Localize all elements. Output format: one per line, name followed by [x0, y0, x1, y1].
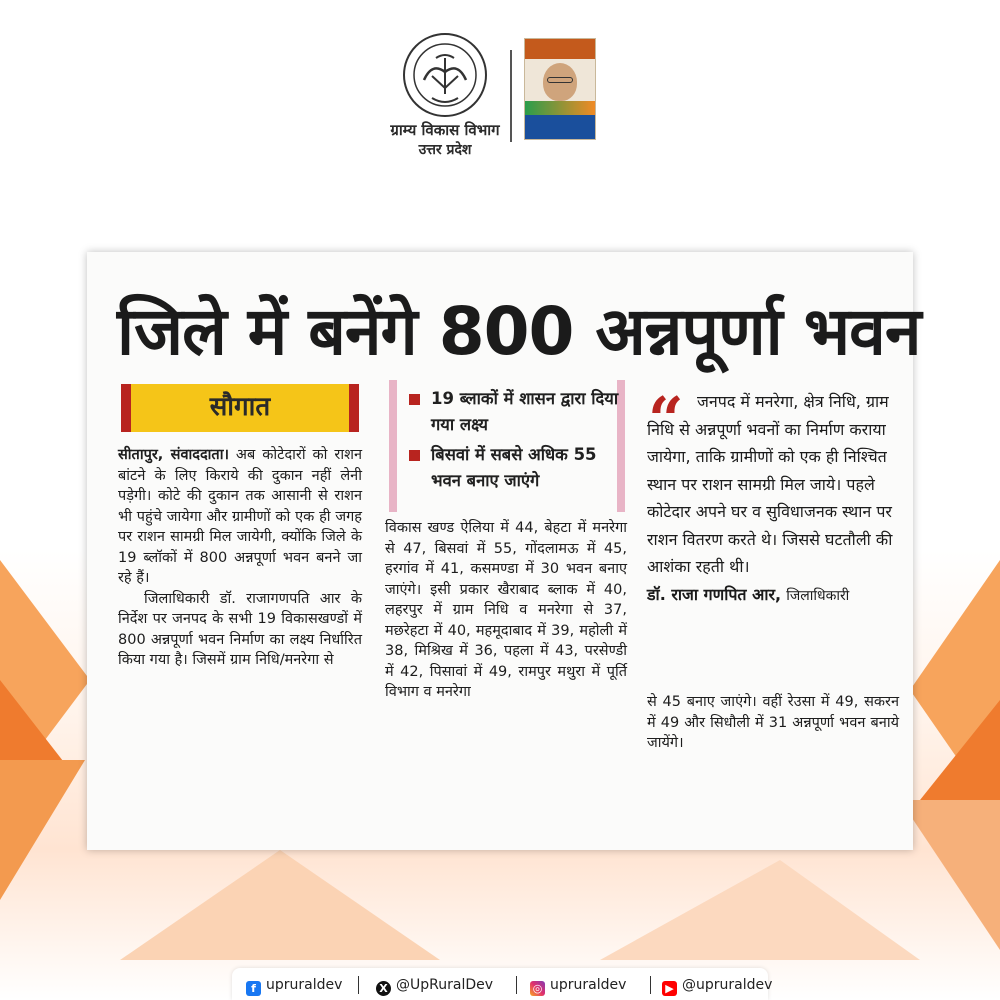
highlights-box — [389, 380, 625, 512]
quote-author-role: जिलाधिकारी — [786, 587, 850, 604]
decor-triangle — [0, 760, 85, 900]
social-divider — [650, 976, 651, 994]
social-divider — [358, 976, 359, 994]
social-x[interactable] — [376, 975, 493, 995]
up-government-emblem-icon — [402, 32, 488, 118]
paragraph: जिलाधिकारी डॉ. राजागणपति आर के निर्देश पर जनपद के सभी 19 विकासखण्डों में 800 अन्नपूर्णा भवन निर्माण का लक्ष्य निर्धारित किया गया है। जिसमें ग्राम निधि/मनरेगा से — [118, 590, 362, 668]
bullet-square-icon — [409, 394, 420, 405]
mgnrega-logo-stripe — [525, 101, 595, 115]
social-bar — [232, 968, 773, 1000]
social-divider — [516, 976, 517, 994]
newspaper-clipping — [87, 252, 921, 850]
social-label: @upruraldev — [682, 977, 773, 993]
decor-triangle — [600, 860, 920, 960]
pull-quote — [647, 383, 903, 610]
headline: जिले में बनेंगे 800 अन्नपूर्णा भवन — [117, 293, 921, 370]
social-youtube[interactable] — [662, 975, 772, 995]
instagram-icon: ◎ — [530, 981, 545, 996]
social-instagram[interactable] — [530, 975, 626, 995]
facebook-icon: f — [246, 981, 261, 996]
bullet-square-icon — [409, 450, 420, 461]
state-name: उत्तर प्रदेश — [418, 142, 472, 158]
decor-triangle — [120, 850, 440, 960]
article-column-2 — [385, 518, 627, 703]
glasses-icon — [547, 77, 573, 83]
mgnrega-logo-banner — [525, 39, 595, 59]
department-name: ग्राम्य विकास विभाग — [390, 121, 500, 139]
highlight-text: बिसवां में सबसे अधिक 55 भवन बनाए जाएंगे — [431, 445, 597, 490]
mgnrega-logo — [524, 38, 596, 140]
social-facebook[interactable] — [246, 975, 342, 995]
highlight-text: 19 ब्लाकों में शासन द्वारा दिया गया लक्ष्य — [431, 389, 619, 434]
tag-label — [121, 384, 359, 432]
header — [0, 28, 1000, 158]
social-label: upruraldev — [550, 977, 627, 993]
quote-author: डॉ. राजा गणपित आर, — [647, 584, 782, 604]
x-icon: X — [376, 981, 391, 996]
quote-mark-icon: “ — [648, 383, 678, 456]
article-column-1 — [118, 445, 362, 671]
highlight-item — [409, 386, 619, 438]
youtube-icon: ▶ — [662, 981, 677, 996]
paragraph: से 45 बनाए जाएंगे। वहीं रेउसा में 49, सकरन में 49 और सिधौली में 31 अन्नपूर्णा भवन बनाये जायेंगे। — [647, 694, 899, 751]
article-column-3 — [647, 692, 899, 754]
highlight-item — [409, 442, 619, 494]
social-label: upruraldev — [266, 977, 343, 993]
logo-divider — [510, 50, 512, 142]
social-label: @UpRuralDev — [396, 977, 494, 993]
dateline: सीतापुर, संवाददाता। — [118, 447, 229, 463]
mgnrega-logo-footer — [525, 115, 595, 140]
paragraph: अब कोटेदारों को राशन बांटने के लिए किराये की दुकान नहीं लेनी पड़ेगी। कोटे की दुकान तक आसानी से राशन भी पहुंचे जायेगा और ग्रामीणों को एक ही जगह पर राशन सामग्री मिल जायेगी, क्योंकि जिले के 19 ब्लॉकों में 800 अन्नपूर्णा भवन बनने जा रहे हैं। — [118, 447, 363, 586]
tag-text: सौगात — [209, 392, 271, 422]
paragraph: विकास खण्ड ऐलिया में 44, बेहटा में मनरेगा से 47, बिसवां में 55, गोंदलामऊ में 45, हरगांव में 41, कसमण्डा में 30 भवन बनाए जाएंगे। इसी प्रकार खैराबाद ब्लाक में 40, लहरपुर में ग्राम निधि व मनरेगा से 37, मछरेहटा में 40, महमूदाबाद में 39, महोली में 38, मिश्रिख में 36, पहला में 43, परसेण्डी में 42, पिसावां में 49, रामपुर मथुरा में पूर्ति विभाग व मनरेगा — [385, 520, 627, 700]
quote-text: जनपद में मनरेगा, क्षेत्र निधि, ग्राम निधि से अन्नपूर्णा भवनों का निर्माण कराया जायेगा, ताकि ग्रामीणों को एक ही निश्चित स्थान पर राशन सामग्री मिल जाये। पहले कोटेदार अपने घर व सुविधाजनक स्थान पर राशन वितरण करते थे। जिससे घटतौली की आशंका रहती थी। — [647, 392, 893, 576]
